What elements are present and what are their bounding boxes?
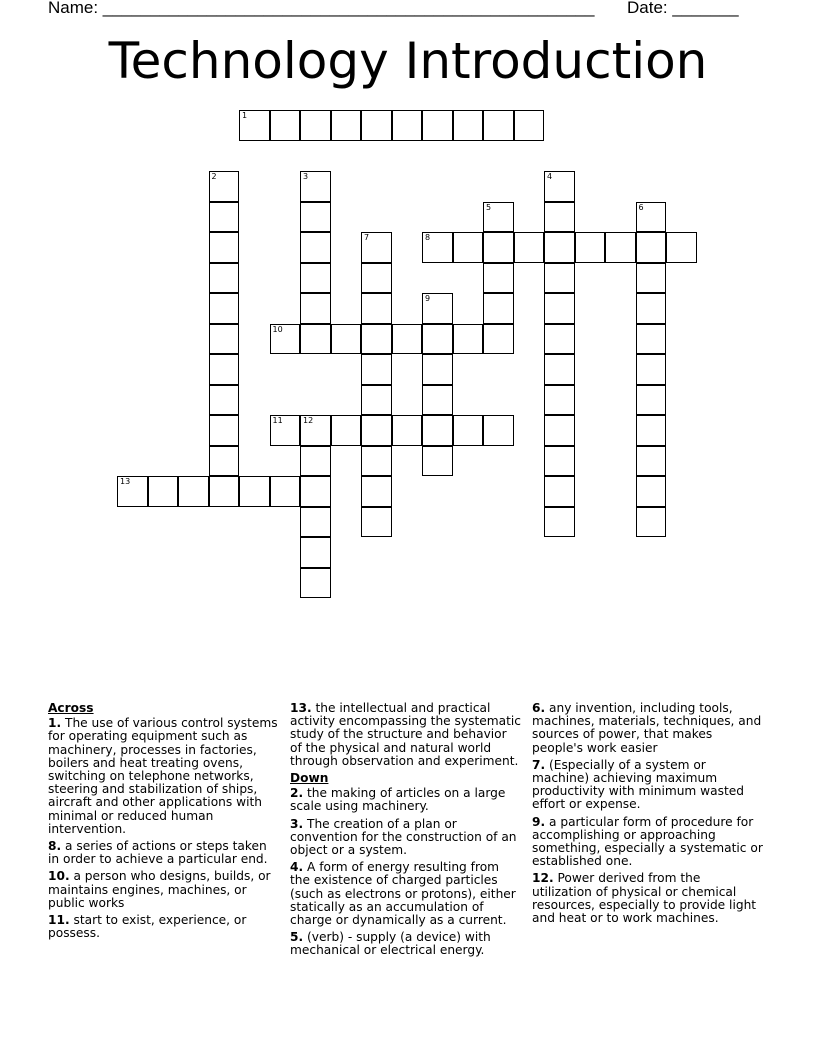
grid-cell[interactable] bbox=[636, 293, 667, 324]
grid-cell[interactable] bbox=[544, 232, 575, 263]
grid-cell[interactable] bbox=[453, 324, 484, 355]
grid-cell[interactable] bbox=[300, 324, 331, 355]
grid-cell[interactable] bbox=[483, 293, 514, 324]
grid-cell[interactable] bbox=[636, 202, 667, 233]
clue-across-10 bbox=[48, 870, 280, 910]
grid-cell[interactable] bbox=[544, 507, 575, 538]
grid-cell[interactable] bbox=[209, 293, 240, 324]
grid-cell[interactable] bbox=[270, 415, 301, 446]
clue-down-3 bbox=[290, 818, 522, 858]
grid-cell[interactable] bbox=[544, 446, 575, 477]
grid-cell[interactable] bbox=[300, 232, 331, 263]
cell-number: 9 bbox=[425, 294, 431, 303]
clue-across-11 bbox=[48, 914, 280, 940]
grid-cell[interactable] bbox=[361, 263, 392, 294]
clue-number: 11. bbox=[48, 913, 70, 928]
grid-cell[interactable] bbox=[270, 110, 301, 141]
clue-number: 10. bbox=[48, 869, 70, 884]
page-title: Technology Introduction bbox=[108, 32, 708, 90]
grid-cell[interactable] bbox=[117, 476, 148, 507]
grid-cell[interactable] bbox=[636, 446, 667, 477]
grid-cell[interactable] bbox=[544, 324, 575, 355]
grid-cell[interactable] bbox=[239, 110, 270, 141]
date-field-label: Date: _______ bbox=[627, 0, 739, 17]
grid-cell[interactable] bbox=[209, 354, 240, 385]
down-heading: Down bbox=[290, 771, 329, 786]
grid-cell[interactable] bbox=[392, 110, 423, 141]
grid-cell[interactable] bbox=[361, 293, 392, 324]
cell-number: 7 bbox=[364, 233, 370, 242]
grid-cell[interactable] bbox=[483, 232, 514, 263]
clue-text: (Especially of a system or machine) achieving maximum productivity with minimum wasted effort or expense. bbox=[532, 757, 744, 812]
clue-down-7 bbox=[532, 759, 764, 812]
grid-cell[interactable] bbox=[300, 293, 331, 324]
grid-cell[interactable] bbox=[636, 324, 667, 355]
clue-text: a person who designs, builds, or maintains engines, machines, or public works bbox=[48, 869, 271, 910]
clue-text: The creation of a plan or convention for the construction of an object or a system. bbox=[290, 816, 517, 858]
grid-cell[interactable] bbox=[361, 385, 392, 416]
grid-cell[interactable] bbox=[636, 507, 667, 538]
grid-cell[interactable] bbox=[148, 476, 179, 507]
grid-cell[interactable] bbox=[544, 476, 575, 507]
clue-down-6 bbox=[532, 702, 764, 755]
grid-cell[interactable] bbox=[514, 232, 545, 263]
grid-cell[interactable] bbox=[361, 354, 392, 385]
grid-cell[interactable] bbox=[544, 415, 575, 446]
grid-cell[interactable] bbox=[331, 324, 362, 355]
grid-cell[interactable] bbox=[178, 476, 209, 507]
grid-cell[interactable] bbox=[453, 110, 484, 141]
clue-number: 13. bbox=[290, 701, 312, 715]
grid-cell[interactable] bbox=[361, 324, 392, 355]
grid-cell[interactable] bbox=[422, 110, 453, 141]
grid-cell[interactable] bbox=[300, 415, 331, 446]
grid-cell[interactable] bbox=[209, 446, 240, 477]
cell-number: 8 bbox=[425, 233, 431, 242]
grid-cell[interactable] bbox=[453, 232, 484, 263]
clue-number: 9. bbox=[532, 814, 546, 829]
clue-text: start to exist, experience, or possess. bbox=[48, 913, 247, 941]
cell-number: 12 bbox=[303, 416, 314, 425]
grid-cell[interactable] bbox=[636, 415, 667, 446]
grid-cell[interactable] bbox=[361, 415, 392, 446]
grid-cell[interactable] bbox=[575, 232, 606, 263]
clue-across-1 bbox=[48, 717, 280, 836]
clue-number: 5. bbox=[290, 930, 304, 945]
grid-cell[interactable] bbox=[422, 324, 453, 355]
cell-number: 13 bbox=[120, 477, 131, 486]
cell-number: 6 bbox=[638, 202, 644, 212]
grid-cell[interactable] bbox=[392, 324, 423, 355]
grid-cell[interactable] bbox=[483, 110, 514, 141]
grid-cell[interactable] bbox=[483, 263, 514, 294]
clue-text: Power derived from the utilization of physical or chemical resources, especially to provide light and heat or to work machines. bbox=[532, 871, 757, 926]
grid-cell[interactable] bbox=[300, 537, 331, 568]
grid-cell[interactable] bbox=[300, 202, 331, 233]
clue-text: A form of energy resulting from the existence of charged particles (such as electrons or protons), either statically as an accumulation of charge or dynamically as a current. bbox=[290, 860, 516, 928]
clue-number: 8. bbox=[48, 839, 62, 854]
grid-cell[interactable] bbox=[300, 507, 331, 538]
cell-number: 2 bbox=[211, 172, 217, 181]
cell-number: 10 bbox=[272, 324, 283, 334]
grid-cell[interactable] bbox=[636, 385, 667, 416]
clue-down-4 bbox=[290, 861, 522, 927]
cell-number: 5 bbox=[486, 202, 492, 212]
grid-cell[interactable] bbox=[270, 476, 301, 507]
clue-column-1 bbox=[48, 702, 280, 944]
grid-cell[interactable] bbox=[483, 324, 514, 355]
clue-text: the making of articles on a large scale using machinery. bbox=[290, 786, 506, 814]
clue-down-5 bbox=[290, 931, 522, 957]
cell-number: 1 bbox=[242, 111, 248, 120]
grid-cell[interactable] bbox=[331, 415, 362, 446]
grid-cell[interactable] bbox=[483, 202, 514, 233]
grid-cell[interactable] bbox=[300, 446, 331, 477]
grid-cell[interactable] bbox=[544, 293, 575, 324]
grid-cell[interactable] bbox=[300, 476, 331, 507]
grid-cell[interactable] bbox=[361, 507, 392, 538]
clue-column-2 bbox=[290, 702, 522, 962]
grid-cell[interactable] bbox=[239, 476, 270, 507]
across-heading: Across bbox=[48, 701, 94, 715]
grid-cell[interactable] bbox=[300, 171, 331, 202]
grid-cell[interactable] bbox=[361, 110, 392, 141]
grid-cell[interactable] bbox=[483, 415, 514, 446]
grid-cell[interactable] bbox=[209, 324, 240, 355]
clue-number: 7. bbox=[532, 757, 546, 772]
name-field-label: Name: ____________________________________________________ bbox=[48, 0, 595, 17]
clue-across-13 bbox=[290, 702, 522, 768]
clue-number: 4. bbox=[290, 860, 304, 875]
cell-number: 11 bbox=[272, 416, 283, 425]
clue-text: (verb) - supply (a device) with mechanical or electrical energy. bbox=[290, 930, 491, 958]
grid-cell[interactable] bbox=[636, 354, 667, 385]
grid-cell[interactable] bbox=[331, 110, 362, 141]
clue-number: 1. bbox=[48, 716, 62, 731]
clue-text: a series of actions or steps taken in order to achieve a particular end. bbox=[48, 839, 268, 867]
grid-cell[interactable] bbox=[453, 415, 484, 446]
grid-cell[interactable] bbox=[270, 324, 301, 355]
grid-cell[interactable] bbox=[361, 476, 392, 507]
cell-number: 4 bbox=[547, 172, 553, 181]
grid-cell[interactable] bbox=[300, 110, 331, 141]
grid-cell[interactable] bbox=[605, 232, 636, 263]
clue-across-8 bbox=[48, 840, 280, 866]
clue-number: 12. bbox=[532, 871, 554, 886]
grid-cell[interactable] bbox=[544, 263, 575, 294]
grid-cell[interactable] bbox=[422, 446, 453, 477]
grid-cell[interactable] bbox=[422, 415, 453, 446]
grid-cell[interactable] bbox=[209, 171, 240, 202]
grid-cell[interactable] bbox=[544, 202, 575, 233]
grid-cell[interactable] bbox=[300, 568, 331, 599]
grid-cell[interactable] bbox=[422, 385, 453, 416]
grid-cell[interactable] bbox=[209, 232, 240, 263]
clue-column-3 bbox=[532, 702, 764, 929]
clue-down-2 bbox=[290, 787, 522, 813]
grid-cell[interactable] bbox=[666, 232, 697, 263]
clue-number: 2. bbox=[290, 786, 304, 801]
clue-text: the intellectual and practical activity encompassing the systematic study of the structure and behavior of the physical and natural world through observation and experiment. bbox=[290, 701, 521, 768]
grid-cell[interactable] bbox=[636, 263, 667, 294]
clue-number: 6. bbox=[532, 701, 546, 715]
grid-cell[interactable] bbox=[422, 232, 453, 263]
grid-cell[interactable] bbox=[361, 232, 392, 263]
grid-cell[interactable] bbox=[544, 171, 575, 202]
grid-cell[interactable] bbox=[544, 354, 575, 385]
grid-cell[interactable] bbox=[544, 385, 575, 416]
grid-cell[interactable] bbox=[209, 476, 240, 507]
clue-down-9 bbox=[532, 816, 764, 869]
clue-down-12 bbox=[532, 872, 764, 925]
grid-cell[interactable] bbox=[209, 263, 240, 294]
grid-cell[interactable] bbox=[209, 385, 240, 416]
grid-cell[interactable] bbox=[361, 446, 392, 477]
grid-cell[interactable] bbox=[636, 476, 667, 507]
grid-cell[interactable] bbox=[636, 232, 667, 263]
cell-number: 3 bbox=[303, 172, 309, 181]
clue-text: a particular form of procedure for accomplishing or approaching something, especially a systematic or established one. bbox=[532, 814, 763, 869]
grid-cell[interactable] bbox=[392, 415, 423, 446]
grid-cell[interactable] bbox=[209, 202, 240, 233]
grid-cell[interactable] bbox=[300, 263, 331, 294]
clue-number: 3. bbox=[290, 816, 304, 831]
grid-cell[interactable] bbox=[422, 293, 453, 324]
clue-text: any invention, including tools, machines, materials, techniques, and sources of power, that makes people's work easier bbox=[532, 701, 762, 755]
clue-text: The use of various control systems for operating equipment such as machinery, processes in factories, boilers and heat treating ovens, switching on telephone networks, steering and stabilization of ships, aircraft and other applications with minimal or reduced human intervention. bbox=[48, 716, 278, 836]
grid-cell[interactable] bbox=[514, 110, 545, 141]
grid-cell[interactable] bbox=[209, 415, 240, 446]
grid-cell[interactable] bbox=[422, 354, 453, 385]
